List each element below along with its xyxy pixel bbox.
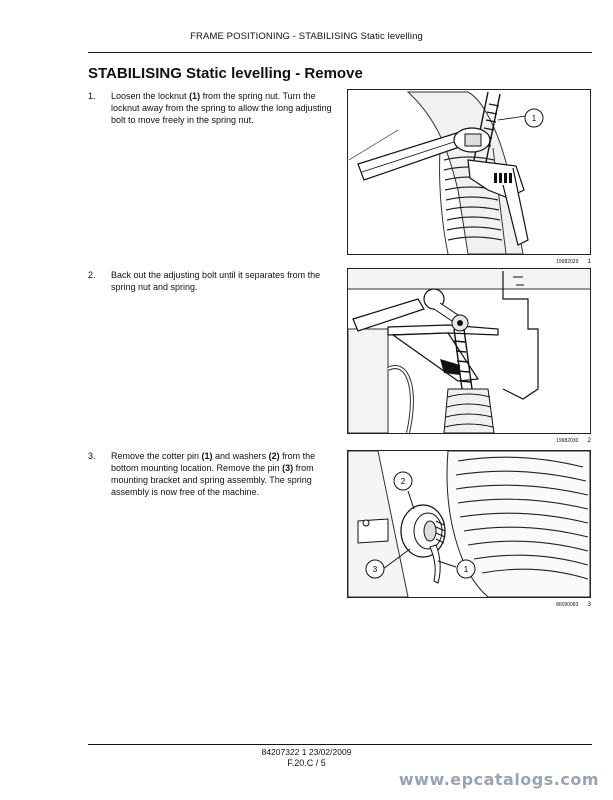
figure-1-caption — [347, 258, 591, 265]
step-number: 3. — [88, 451, 96, 461]
running-header: FRAME POSITIONING - STABILISING Static levelling — [190, 31, 423, 42]
illustration — [348, 269, 590, 433]
callout-3: 3 — [372, 565, 378, 574]
illustration — [348, 451, 590, 597]
callout-2: 2 — [400, 477, 406, 486]
illustration — [348, 90, 590, 254]
footer-doc-ref: 84207322 1 23/02/2009 — [261, 747, 352, 757]
step-number: 1. — [88, 91, 96, 101]
figure-2-caption — [347, 437, 591, 444]
figure-number: 1 — [587, 258, 591, 265]
figure-1-locknut-wrench — [347, 89, 591, 255]
figure-code: 19982030 — [556, 437, 579, 444]
step-text: Loosen the locknut (1) from the spring nut. Turn the locknut away from the spring to allow the long adjusting bolt to move freely in the spring nut. — [111, 91, 332, 125]
figure-2-adjusting-bolt — [347, 268, 591, 434]
section-title: STABILISING Static levelling - Remove — [88, 65, 363, 82]
figure-code: 86090083 — [556, 601, 579, 608]
page-number: F.20.C / 5 — [287, 758, 326, 768]
footer-rule — [88, 744, 592, 745]
callout-1: 1 — [463, 565, 469, 574]
step-number: 2. — [88, 270, 96, 280]
figure-number: 3 — [587, 601, 591, 608]
title-rule — [88, 52, 592, 53]
step-3 — [88, 450, 336, 498]
step-text: Back out the adjusting bolt until it separates from the spring nut and spring. — [111, 270, 321, 292]
figure-3-cotter-pin — [347, 450, 591, 598]
figure-number: 2 — [587, 437, 591, 444]
step-2 — [88, 269, 336, 293]
watermark: www.epcatalogs.com — [398, 770, 599, 789]
figure-code: 19982029 — [556, 258, 579, 265]
step-1 — [88, 90, 336, 126]
callout-1: 1 — [531, 114, 537, 123]
figure-3-caption — [347, 601, 591, 608]
step-text: Remove the cotter pin (1) and washers (2) from the bottom mounting location. Remove the pin (3) from mounting bracket and spring assembly. The spring assembly is now free of the machine. — [111, 451, 316, 497]
